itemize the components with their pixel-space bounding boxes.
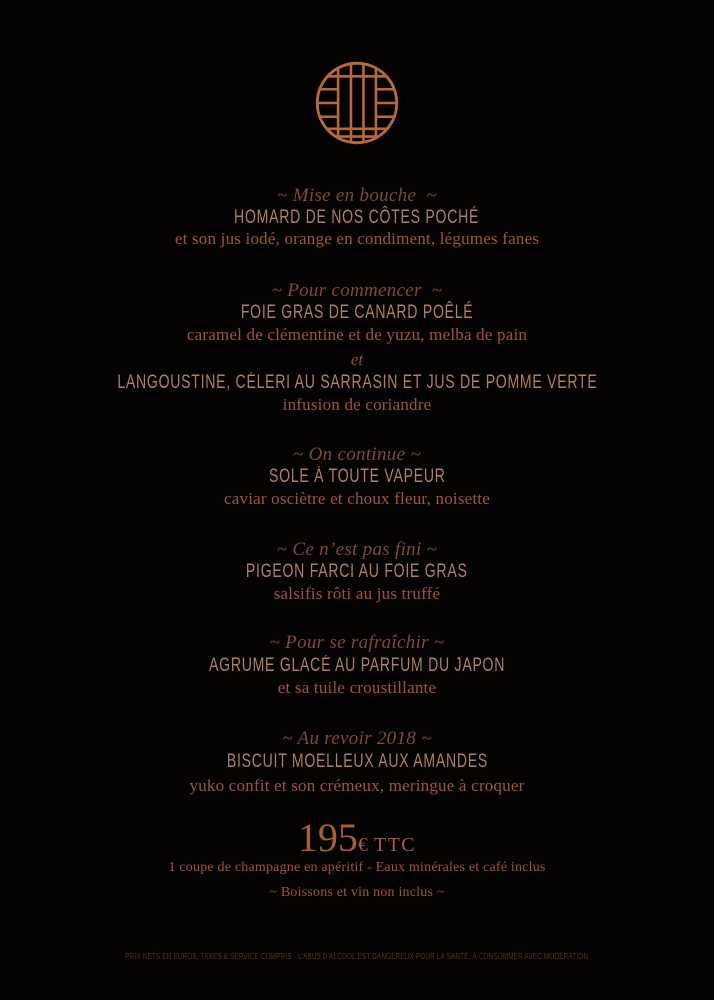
dish-name: SOLE À TOUTE VAPEUR — [268, 466, 446, 487]
dish-description: caramel de clémentine et de yuzu, melba de pain — [186, 325, 528, 344]
course-heading: ~ Mise en bouche ~ — [277, 185, 437, 206]
restaurant-logo — [314, 60, 400, 146]
excluded-note: ~ Boissons et vin non inclus ~ — [269, 885, 445, 900]
euro-symbol: € — [357, 834, 368, 856]
dish-name: PIGEON FARCI AU FOIE GRAS — [246, 561, 468, 582]
menu-price — [0, 815, 714, 860]
included-note: 1 coupe de champagne en apéritif - Eaux minérales et café inclus — [168, 860, 546, 875]
dish-name: LANGOUSTINE, CÉLERI AU SARRASIN ET JUS DE POMME VERTE — [116, 372, 598, 393]
legal-notice: PRIX NETS EN EUROS, TAXES & SERVICE COMPRIS - L'ABUS D'ALCOOL EST DANGEREUX POUR LA SANTÉ, À CONSOMMER AVEC MODÉRATION — [125, 952, 589, 961]
dish-description: infusion de coriandre — [282, 395, 432, 414]
price-amount: 195 — [297, 815, 358, 860]
course-heading: ~ Au revoir 2018 ~ — [282, 728, 432, 749]
dish-name: BISCUIT MOELLEUX AUX AMANDES — [226, 751, 488, 772]
dish-connector: et — [350, 350, 364, 369]
dish-description: et sa tuile croustillante — [277, 678, 437, 697]
dish-name: AGRUME GLACÉ AU PARFUM DU JAPON — [208, 655, 506, 676]
course-heading: ~ Pour commencer ~ — [271, 280, 443, 301]
course-heading: ~ Ce n’est pas fini ~ — [276, 539, 438, 560]
course-heading: ~ On continue ~ — [293, 444, 421, 465]
dish-description: et son jus iodé, orange en condiment, légumes fanes — [174, 229, 540, 248]
course-heading: ~ Pour se rafraîchir ~ — [269, 632, 445, 653]
dish-description: yuko confit et son crémeux, meringue à croquer — [189, 776, 525, 795]
dish-name: FOIE GRAS DE CANARD POÊLÉ — [240, 302, 474, 323]
dish-description: salsifis rôti au jus truffé — [273, 584, 441, 603]
round-lattice-window-icon — [314, 60, 400, 146]
dish-description: caviar osciètre et choux fleur, noisette — [224, 489, 490, 508]
tax-label: TTC — [373, 834, 417, 856]
dish-name: HOMARD DE NOS CÔTES POCHÉ — [234, 207, 480, 228]
